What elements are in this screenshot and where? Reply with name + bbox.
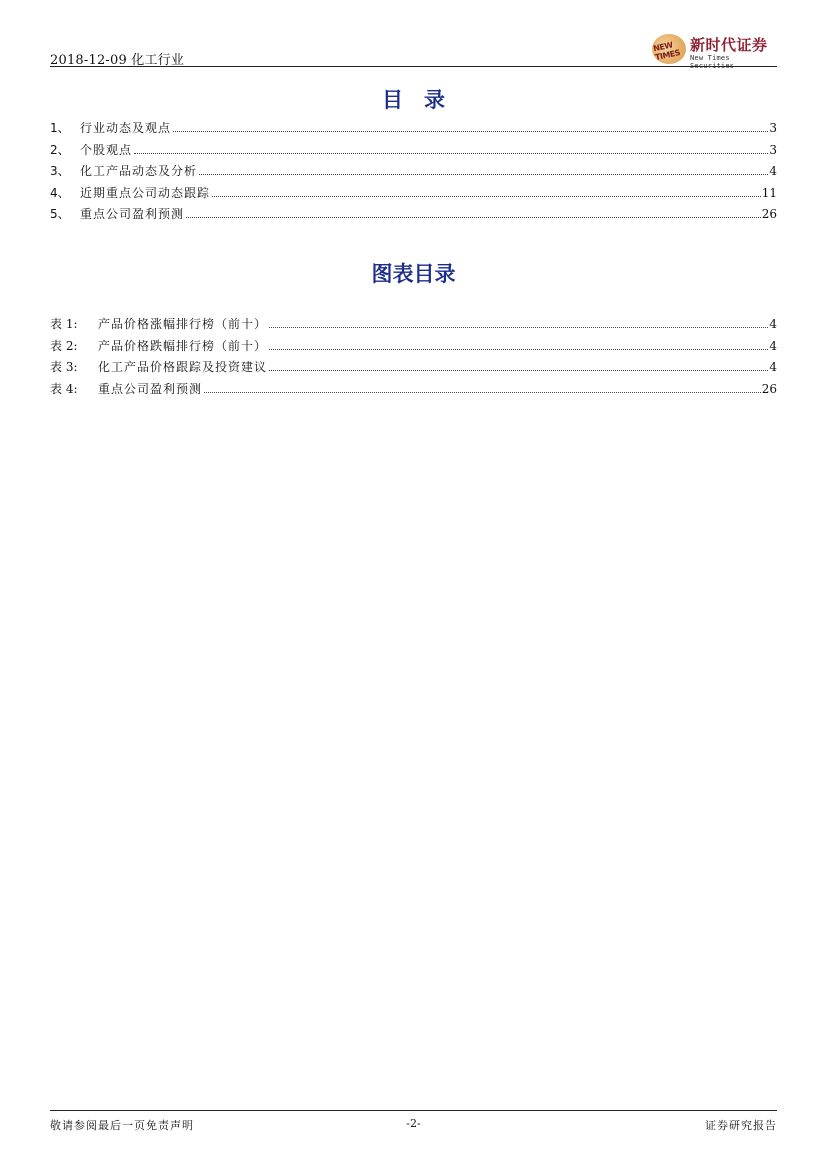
- logo-name: 新时代证券: [690, 36, 768, 54]
- toc-leader-dots: [134, 152, 768, 154]
- figure-leader-dots: [204, 391, 761, 393]
- figures-list: [50, 314, 777, 400]
- header-date-industry: 2018-12-09 化工行业: [50, 53, 185, 68]
- figure-leader-dots: [269, 369, 768, 371]
- figure-item-number: 表 1:: [50, 317, 78, 331]
- figure-item-page: 4: [769, 317, 777, 331]
- figure-item-label[interactable]: 产品价格涨幅排行榜（前十）: [98, 317, 268, 331]
- figures-title: 图表目录: [371, 262, 456, 286]
- toc-item-page: 4: [769, 164, 777, 178]
- footer-disclaimer: 敬请参阅最后一页免责声明: [50, 1119, 194, 1132]
- toc-item[interactable]: [50, 161, 777, 183]
- logo-badge-text: NEW TIMES: [652, 40, 681, 63]
- figure-item[interactable]: [50, 379, 777, 401]
- toc-item[interactable]: [50, 140, 777, 162]
- figure-leader-dots: [269, 326, 768, 328]
- company-logo: [652, 34, 777, 70]
- toc-item[interactable]: [50, 204, 777, 226]
- footer-page-number: -2-: [406, 1117, 421, 1130]
- toc-item-number: 1、: [50, 121, 70, 135]
- toc-item[interactable]: [50, 183, 777, 205]
- figure-item-label[interactable]: 产品价格跌幅排行榜（前十）: [98, 338, 268, 353]
- toc-leader-dots: [199, 173, 768, 175]
- figure-item-page: 4: [769, 338, 777, 353]
- toc-item-label[interactable]: 化工产品动态及分析: [80, 164, 198, 178]
- toc-title: 目 录: [382, 88, 445, 112]
- figure-item[interactable]: [50, 314, 777, 336]
- logo-badge-icon: [652, 34, 686, 64]
- toc-item[interactable]: [50, 118, 777, 140]
- toc-leader-dots: [173, 130, 768, 132]
- toc-item-page: 26: [761, 207, 777, 221]
- header-divider: [50, 66, 777, 67]
- toc-item-label[interactable]: 行业动态及观点: [80, 121, 172, 135]
- toc-item-label[interactable]: 重点公司盈利预测: [80, 207, 185, 221]
- figure-item-page: 4: [769, 360, 777, 374]
- toc-item-number: 2、: [50, 142, 70, 157]
- figure-item[interactable]: [50, 336, 777, 358]
- figure-item[interactable]: [50, 357, 777, 379]
- toc-item-number: 4、: [50, 185, 70, 200]
- figure-leader-dots: [269, 348, 768, 350]
- toc-leader-dots: [186, 216, 761, 218]
- footer-divider: [50, 1110, 777, 1111]
- footer-report-type: 证券研究报告: [705, 1119, 777, 1132]
- toc-item-label[interactable]: 个股观点: [80, 142, 133, 157]
- toc-item-label[interactable]: 近期重点公司动态跟踪: [80, 185, 211, 200]
- toc-item-number: 3、: [50, 164, 70, 178]
- toc-item-page: 11: [761, 185, 777, 200]
- figure-item-number: 表 3:: [50, 360, 78, 374]
- figure-item-label[interactable]: 化工产品价格跟踪及投资建议: [98, 360, 268, 374]
- figure-item-page: 26: [761, 381, 777, 396]
- toc-leader-dots: [212, 195, 761, 197]
- figure-item-number: 表 2:: [50, 338, 78, 353]
- toc-item-number: 5、: [50, 207, 70, 221]
- figure-item-label[interactable]: 重点公司盈利预测: [98, 381, 203, 396]
- toc-list: [50, 118, 777, 226]
- figure-item-number: 表 4:: [50, 381, 78, 396]
- logo-subtitle: New Times Securities: [690, 54, 735, 70]
- toc-item-page: 3: [769, 121, 777, 135]
- toc-item-page: 3: [769, 142, 777, 157]
